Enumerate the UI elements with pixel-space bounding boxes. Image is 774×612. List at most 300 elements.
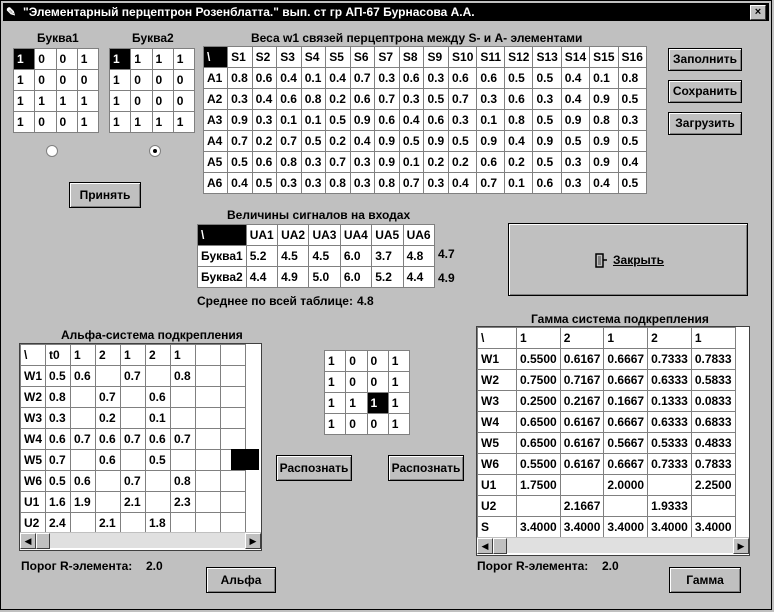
signals-cell[interactable]: 4.4 — [246, 267, 277, 288]
gamma-row-header[interactable]: W1 — [478, 349, 517, 370]
signals-row-header[interactable]: Буква2 — [198, 267, 247, 288]
weights-col-header[interactable]: S14 — [561, 47, 589, 68]
weights-cell[interactable]: 0.7 — [477, 173, 505, 194]
alpha-col-header[interactable]: 1 — [171, 345, 196, 366]
alpha-row-header[interactable]: U1 — [21, 492, 46, 513]
gamma-cell[interactable]: 2.1667 — [560, 496, 604, 517]
signals-cell[interactable]: 6.0 — [340, 246, 371, 267]
weights-cell[interactable]: 0.3 — [375, 68, 400, 89]
letter-cell[interactable]: 0 — [35, 70, 56, 91]
weights-cell[interactable]: 0.5 — [533, 68, 561, 89]
alpha-cell[interactable]: 0.7 — [121, 471, 146, 492]
weights-cell[interactable]: 0.1 — [277, 110, 302, 131]
alpha-cell[interactable]: 2.4 — [46, 513, 71, 534]
signals-cell[interactable]: 5.2 — [372, 267, 403, 288]
weights-col-header[interactable]: S15 — [590, 47, 618, 68]
gamma-col-header[interactable]: \ — [478, 328, 517, 349]
alpha-col-header[interactable]: 1 — [71, 345, 96, 366]
letter-cell[interactable]: 0 — [152, 91, 173, 112]
test-letter-cell[interactable]: 1 — [367, 393, 388, 414]
recognize-right-button[interactable]: Распознать — [388, 455, 464, 481]
weights-cell[interactable]: 0.3 — [252, 110, 277, 131]
alpha-cell[interactable]: 0.8 — [46, 387, 71, 408]
letter-cell[interactable]: 1 — [152, 49, 173, 70]
alpha-cell[interactable]: 0.3 — [46, 408, 71, 429]
gamma-cell[interactable]: 0.0833 — [691, 391, 735, 412]
alpha-cell[interactable] — [121, 387, 146, 408]
alpha-cell[interactable] — [96, 492, 121, 513]
alpha-cell[interactable]: 0.2 — [96, 408, 121, 429]
weights-cell[interactable]: 0.3 — [399, 89, 424, 110]
alpha-cell[interactable] — [221, 429, 246, 450]
alpha-cell[interactable] — [196, 366, 221, 387]
weights-cell[interactable]: 0.2 — [505, 152, 533, 173]
gamma-cell[interactable]: 0.6500 — [517, 433, 561, 454]
close-button[interactable] — [508, 223, 748, 296]
weights-cell[interactable]: 0.4 — [590, 173, 618, 194]
gamma-cell[interactable]: 0.7833 — [691, 349, 735, 370]
gamma-cell[interactable]: 0.6167 — [560, 454, 604, 475]
weights-cell[interactable]: 0.2 — [326, 131, 351, 152]
signals-cell[interactable]: 5.2 — [246, 246, 277, 267]
weights-cell[interactable]: 0.9 — [477, 131, 505, 152]
weights-cell[interactable]: 0.3 — [449, 110, 477, 131]
alpha-cell[interactable]: 0.6 — [71, 471, 96, 492]
alpha-cell[interactable] — [171, 513, 196, 534]
weights-cell[interactable]: 0.4 — [277, 68, 302, 89]
gamma-cell[interactable]: 0.5667 — [604, 433, 648, 454]
alpha-row-header[interactable]: W5 — [21, 450, 46, 471]
alpha-cell[interactable] — [196, 408, 221, 429]
letter-cell[interactable]: 1 — [110, 70, 131, 91]
gamma-button[interactable]: Гамма — [669, 567, 741, 593]
weights-cell[interactable]: 0.9 — [424, 131, 449, 152]
letter-cell[interactable]: 1 — [173, 49, 194, 70]
weights-cell[interactable]: 0.6 — [533, 173, 561, 194]
alpha-cell[interactable] — [71, 513, 96, 534]
test-letter-grid[interactable] — [324, 350, 410, 435]
alpha-cell[interactable]: 0.6 — [146, 429, 171, 450]
gamma-cell[interactable]: 0.7500 — [517, 370, 561, 391]
weights-col-header[interactable]: S12 — [505, 47, 533, 68]
weights-cell[interactable]: 0.4 — [326, 68, 351, 89]
weights-cell[interactable]: 0.8 — [618, 68, 646, 89]
gamma-cell[interactable]: 0.5833 — [691, 370, 735, 391]
weights-cell[interactable]: 0.6 — [350, 89, 375, 110]
weights-col-header[interactable]: S10 — [449, 47, 477, 68]
alpha-row-header[interactable]: W4 — [21, 429, 46, 450]
signals-col-header[interactable]: UA2 — [278, 225, 309, 246]
weights-cell[interactable]: 0.6 — [252, 152, 277, 173]
test-letter-cell[interactable]: 1 — [388, 414, 409, 435]
alpha-cell[interactable] — [196, 387, 221, 408]
letter2-grid[interactable] — [109, 48, 195, 133]
weights-col-header[interactable]: S16 — [618, 47, 646, 68]
weights-cell[interactable]: 0.2 — [424, 152, 449, 173]
alpha-cell[interactable] — [171, 387, 196, 408]
scroll-thumb[interactable] — [493, 538, 507, 554]
alpha-cell[interactable] — [121, 513, 146, 534]
gamma-cell[interactable]: 3.4000 — [517, 517, 561, 538]
weights-cell[interactable]: 0.6 — [375, 110, 400, 131]
gamma-cell[interactable]: 0.2167 — [560, 391, 604, 412]
letter-cell[interactable]: 0 — [35, 49, 56, 70]
weights-cell[interactable]: 0.1 — [301, 110, 326, 131]
alpha-grid[interactable] — [20, 344, 246, 534]
test-letter-cell[interactable]: 1 — [388, 393, 409, 414]
alpha-cell[interactable]: 2.1 — [121, 492, 146, 513]
alpha-cell[interactable]: 2.1 — [96, 513, 121, 534]
gamma-col-header[interactable]: 2 — [560, 328, 604, 349]
weights-cell[interactable]: 0.3 — [350, 152, 375, 173]
alpha-cell[interactable]: 0.7 — [96, 387, 121, 408]
alpha-cell[interactable] — [71, 450, 96, 471]
test-letter-cell[interactable]: 0 — [346, 414, 367, 435]
weights-cell[interactable]: 0.7 — [399, 173, 424, 194]
weights-cell[interactable]: 0.3 — [424, 68, 449, 89]
test-letter-cell[interactable]: 0 — [367, 414, 388, 435]
gamma-cell[interactable] — [517, 496, 561, 517]
weights-cell[interactable]: 0.3 — [561, 173, 589, 194]
window-close-button[interactable]: × — [750, 5, 766, 20]
alpha-cell[interactable]: 0.6 — [46, 429, 71, 450]
weights-row-header[interactable]: A4 — [204, 131, 228, 152]
weights-cell[interactable]: 0.3 — [350, 173, 375, 194]
alpha-cell[interactable] — [121, 450, 146, 471]
weights-col-header[interactable]: S11 — [477, 47, 505, 68]
letter-cell[interactable]: 1 — [14, 91, 35, 112]
letter-cell[interactable]: 0 — [56, 49, 77, 70]
weights-cell[interactable]: 0.8 — [590, 110, 618, 131]
alpha-cell[interactable]: 1.6 — [46, 492, 71, 513]
weights-cell[interactable]: 0.5 — [618, 89, 646, 110]
weights-cell[interactable]: 0.4 — [252, 89, 277, 110]
weights-cell[interactable]: 0.5 — [505, 68, 533, 89]
recognize-left-button[interactable]: Распознать — [276, 455, 352, 481]
gamma-cell[interactable]: 3.4000 — [648, 517, 692, 538]
weights-cell[interactable]: 0.5 — [561, 131, 589, 152]
alpha-cell[interactable]: 0.7 — [46, 450, 71, 471]
fill-button[interactable]: Заполнить — [668, 48, 742, 71]
gamma-cell[interactable]: 0.6167 — [560, 412, 604, 433]
gamma-cell[interactable]: 0.7833 — [691, 454, 735, 475]
alpha-cell[interactable] — [146, 492, 171, 513]
gamma-cell[interactable]: 0.4833 — [691, 433, 735, 454]
weights-cell[interactable]: 0.3 — [301, 173, 326, 194]
alpha-cell[interactable]: 0.7 — [171, 429, 196, 450]
letter1-radio[interactable] — [46, 145, 58, 157]
letter-cell[interactable]: 1 — [77, 91, 98, 112]
letter-cell[interactable]: 0 — [56, 112, 77, 133]
weights-cell[interactable]: 0.2 — [449, 152, 477, 173]
alpha-row-header[interactable]: W1 — [21, 366, 46, 387]
alpha-cell[interactable] — [96, 471, 121, 492]
weights-cell[interactable]: 0.3 — [228, 89, 253, 110]
weights-row-header[interactable]: A5 — [204, 152, 228, 173]
weights-cell[interactable]: 0.6 — [252, 68, 277, 89]
signals-corner-cell[interactable]: \ — [198, 225, 247, 246]
gamma-cell[interactable]: 0.5500 — [517, 349, 561, 370]
gamma-row-header[interactable]: W2 — [478, 370, 517, 391]
gamma-cell[interactable]: 1.9333 — [648, 496, 692, 517]
weights-cell[interactable]: 0.4 — [618, 152, 646, 173]
letter-cell[interactable]: 1 — [14, 49, 35, 70]
weights-cell[interactable]: 0.1 — [505, 173, 533, 194]
weights-cell[interactable]: 0.2 — [326, 89, 351, 110]
letter-cell[interactable]: 1 — [14, 112, 35, 133]
gamma-cell[interactable]: 0.1333 — [648, 391, 692, 412]
alpha-selected-cell[interactable] — [231, 449, 259, 470]
gamma-cell[interactable]: 0.6667 — [604, 454, 648, 475]
alpha-cell[interactable]: 0.8 — [171, 471, 196, 492]
test-letter-cell[interactable]: 0 — [346, 351, 367, 372]
gamma-cell[interactable]: 0.6500 — [517, 412, 561, 433]
weights-grid[interactable] — [203, 46, 647, 194]
gamma-col-header[interactable]: 1 — [517, 328, 561, 349]
alpha-col-header[interactable] — [196, 345, 221, 366]
weights-cell[interactable]: 0.6 — [424, 110, 449, 131]
weights-cell[interactable]: 0.6 — [277, 89, 302, 110]
test-letter-cell[interactable]: 0 — [346, 372, 367, 393]
gamma-row-header[interactable]: W4 — [478, 412, 517, 433]
weights-cell[interactable]: 0.3 — [561, 152, 589, 173]
weights-cell[interactable]: 0.4 — [505, 131, 533, 152]
alpha-cell[interactable] — [196, 429, 221, 450]
gamma-col-header[interactable]: 2 — [648, 328, 692, 349]
letter-cell[interactable]: 1 — [56, 91, 77, 112]
weights-col-header[interactable]: S2 — [252, 47, 277, 68]
alpha-cell[interactable] — [221, 471, 246, 492]
weights-cell[interactable]: 0.6 — [449, 68, 477, 89]
weights-cell[interactable]: 0.3 — [277, 173, 302, 194]
alpha-cell[interactable]: 0.1 — [146, 408, 171, 429]
test-letter-cell[interactable]: 1 — [325, 372, 346, 393]
weights-cell[interactable]: 0.5 — [449, 131, 477, 152]
weights-col-header[interactable]: S5 — [326, 47, 351, 68]
gamma-row-header[interactable]: U1 — [478, 475, 517, 496]
weights-row-header[interactable]: A1 — [204, 68, 228, 89]
test-letter-cell[interactable]: 0 — [367, 351, 388, 372]
signals-cell[interactable]: 3.7 — [372, 246, 403, 267]
weights-cell[interactable]: 0.8 — [326, 173, 351, 194]
alpha-row-header[interactable]: W2 — [21, 387, 46, 408]
weights-cell[interactable]: 0.5 — [252, 173, 277, 194]
signals-col-header[interactable]: UA6 — [403, 225, 434, 246]
gamma-cell[interactable]: 0.5500 — [517, 454, 561, 475]
weights-cell[interactable]: 0.9 — [350, 110, 375, 131]
alpha-row-header[interactable]: W3 — [21, 408, 46, 429]
weights-cell[interactable]: 0.4 — [561, 68, 589, 89]
weights-cell[interactable]: 0.9 — [375, 152, 400, 173]
gamma-row-header[interactable]: U2 — [478, 496, 517, 517]
alpha-cell[interactable]: 0.8 — [171, 366, 196, 387]
letter-cell[interactable]: 1 — [131, 49, 152, 70]
gamma-cell[interactable]: 0.6667 — [604, 349, 648, 370]
letter-cell[interactable]: 1 — [77, 49, 98, 70]
signals-col-header[interactable]: UA4 — [340, 225, 371, 246]
weights-col-header[interactable]: S8 — [399, 47, 424, 68]
alpha-cell[interactable]: 0.5 — [46, 366, 71, 387]
weights-cell[interactable]: 0.3 — [533, 89, 561, 110]
letter-cell[interactable]: 1 — [14, 70, 35, 91]
alpha-cell[interactable] — [146, 471, 171, 492]
signals-col-header[interactable]: UA5 — [372, 225, 403, 246]
weights-row-header[interactable]: A3 — [204, 110, 228, 131]
weights-col-header[interactable]: S3 — [277, 47, 302, 68]
scroll-thumb[interactable] — [36, 533, 50, 549]
weights-cell[interactable]: 0.4 — [228, 173, 253, 194]
gamma-row-header[interactable]: W3 — [478, 391, 517, 412]
test-letter-cell[interactable]: 0 — [367, 372, 388, 393]
letter-cell[interactable]: 1 — [152, 112, 173, 133]
letter-cell[interactable]: 1 — [110, 91, 131, 112]
alpha-row-header[interactable]: W6 — [21, 471, 46, 492]
alpha-cell[interactable]: 0.6 — [146, 387, 171, 408]
alpha-cell[interactable]: 0.6 — [96, 450, 121, 471]
weights-cell[interactable]: 0.5 — [301, 131, 326, 152]
alpha-cell[interactable] — [196, 492, 221, 513]
scroll-left-icon[interactable]: ◀ — [20, 533, 36, 549]
weights-cell[interactable]: 0.5 — [326, 110, 351, 131]
gamma-cell[interactable]: 3.4000 — [604, 517, 648, 538]
alpha-cell[interactable]: 1.9 — [71, 492, 96, 513]
weights-cell[interactable]: 0.8 — [301, 89, 326, 110]
weights-cell[interactable]: 0.4 — [399, 110, 424, 131]
alpha-cell[interactable]: 0.5 — [146, 450, 171, 471]
alpha-cell[interactable] — [171, 408, 196, 429]
alpha-col-header[interactable]: 2 — [146, 345, 171, 366]
weights-cell[interactable]: 0.9 — [590, 89, 618, 110]
weights-cell[interactable]: 0.1 — [301, 68, 326, 89]
alpha-cell[interactable] — [196, 513, 221, 534]
weights-cell[interactable]: 0.6 — [477, 68, 505, 89]
gamma-cell[interactable]: 0.6167 — [560, 349, 604, 370]
alpha-button[interactable]: Альфа — [206, 567, 276, 593]
gamma-panel[interactable] — [476, 326, 750, 556]
weights-cell[interactable]: 0.7 — [449, 89, 477, 110]
weights-col-header[interactable]: S1 — [228, 47, 253, 68]
letter-cell[interactable]: 0 — [131, 91, 152, 112]
alpha-cell[interactable]: 0.6 — [96, 429, 121, 450]
alpha-cell[interactable] — [121, 408, 146, 429]
weights-cell[interactable]: 0.9 — [228, 110, 253, 131]
gamma-cell[interactable]: 0.7167 — [560, 370, 604, 391]
weights-cell[interactable]: 0.9 — [375, 131, 400, 152]
alpha-cell[interactable] — [221, 513, 246, 534]
weights-cell[interactable]: 0.6 — [477, 152, 505, 173]
signals-grid[interactable] — [197, 224, 435, 288]
signals-cell[interactable]: 6.0 — [340, 267, 371, 288]
weights-col-header[interactable]: S9 — [424, 47, 449, 68]
alpha-col-header[interactable]: 1 — [121, 345, 146, 366]
alpha-cell[interactable]: 0.6 — [71, 366, 96, 387]
gamma-cell[interactable]: 3.4000 — [691, 517, 735, 538]
weights-cell[interactable]: 0.5 — [399, 131, 424, 152]
weights-col-header[interactable]: S13 — [533, 47, 561, 68]
letter-cell[interactable]: 0 — [152, 70, 173, 91]
test-letter-cell[interactable]: 1 — [325, 414, 346, 435]
weights-cell[interactable]: 0.7 — [375, 89, 400, 110]
alpha-col-header[interactable]: t0 — [46, 345, 71, 366]
signals-cell[interactable]: 4.9 — [278, 267, 309, 288]
test-letter-cell[interactable]: 1 — [325, 351, 346, 372]
gamma-col-header[interactable]: 1 — [691, 328, 735, 349]
scroll-right-icon[interactable]: ▶ — [245, 533, 261, 549]
gamma-cell[interactable]: 0.6333 — [648, 370, 692, 391]
alpha-col-header[interactable]: 2 — [96, 345, 121, 366]
save-button[interactable]: Сохранить — [668, 80, 742, 103]
gamma-cell[interactable]: 2.0000 — [604, 475, 648, 496]
gamma-cell[interactable]: 0.6667 — [604, 412, 648, 433]
weights-cell[interactable]: 0.4 — [350, 131, 375, 152]
accept-button[interactable]: Принять — [69, 182, 141, 208]
weights-cell[interactable]: 0.3 — [301, 152, 326, 173]
gamma-cell[interactable]: 0.5333 — [648, 433, 692, 454]
letter-cell[interactable]: 1 — [110, 112, 131, 133]
weights-cell[interactable]: 0.7 — [277, 131, 302, 152]
letter1-grid[interactable] — [13, 48, 99, 133]
alpha-cell[interactable]: 2.3 — [171, 492, 196, 513]
weights-cell[interactable]: 0.2 — [252, 131, 277, 152]
weights-cell[interactable]: 0.5 — [228, 152, 253, 173]
signals-col-header[interactable]: UA1 — [246, 225, 277, 246]
letter-cell[interactable]: 1 — [110, 49, 131, 70]
weights-cell[interactable]: 0.3 — [424, 173, 449, 194]
weights-col-header[interactable]: S4 — [301, 47, 326, 68]
gamma-cell[interactable] — [691, 496, 735, 517]
weights-cell[interactable]: 0.6 — [505, 89, 533, 110]
signals-cell[interactable]: 4.8 — [403, 246, 434, 267]
weights-cell[interactable]: 0.4 — [561, 89, 589, 110]
alpha-scrollbar[interactable] — [20, 532, 261, 548]
letter-cell[interactable]: 0 — [173, 91, 194, 112]
alpha-row-header[interactable]: U2 — [21, 513, 46, 534]
letter-cell[interactable]: 0 — [77, 70, 98, 91]
weights-cell[interactable]: 0.1 — [477, 110, 505, 131]
test-letter-cell[interactable]: 1 — [388, 351, 409, 372]
gamma-cell[interactable]: 0.6833 — [691, 412, 735, 433]
alpha-cell[interactable]: 1.8 — [146, 513, 171, 534]
weights-row-header[interactable]: A2 — [204, 89, 228, 110]
gamma-row-header[interactable]: W6 — [478, 454, 517, 475]
alpha-cell[interactable] — [196, 471, 221, 492]
weights-cell[interactable]: 0.8 — [277, 152, 302, 173]
test-letter-cell[interactable]: 1 — [346, 393, 367, 414]
signals-row-header[interactable]: Буква1 — [198, 246, 247, 267]
gamma-cell[interactable]: 3.4000 — [560, 517, 604, 538]
alpha-cell[interactable]: 0.7 — [121, 366, 146, 387]
alpha-cell[interactable] — [196, 450, 221, 471]
signals-col-header[interactable]: UA3 — [309, 225, 340, 246]
gamma-cell[interactable]: 0.1667 — [604, 391, 648, 412]
load-button[interactable]: Загрузить — [668, 112, 742, 135]
alpha-col-header[interactable] — [221, 345, 246, 366]
signals-cell[interactable]: 4.5 — [309, 246, 340, 267]
weights-cell[interactable]: 0.9 — [533, 131, 561, 152]
test-letter-cell[interactable]: 1 — [388, 372, 409, 393]
weights-cell[interactable]: 0.8 — [505, 110, 533, 131]
weights-cell[interactable]: 0.9 — [590, 152, 618, 173]
weights-corner-cell[interactable]: \ — [204, 47, 228, 68]
weights-cell[interactable]: 0.4 — [449, 173, 477, 194]
weights-cell[interactable]: 0.5 — [533, 152, 561, 173]
alpha-cell[interactable] — [171, 450, 196, 471]
alpha-col-header[interactable]: \ — [21, 345, 46, 366]
weights-cell[interactable]: 0.5 — [424, 89, 449, 110]
weights-cell[interactable]: 0.3 — [618, 110, 646, 131]
weights-col-header[interactable]: S6 — [350, 47, 375, 68]
alpha-cell[interactable]: 0.7 — [121, 429, 146, 450]
